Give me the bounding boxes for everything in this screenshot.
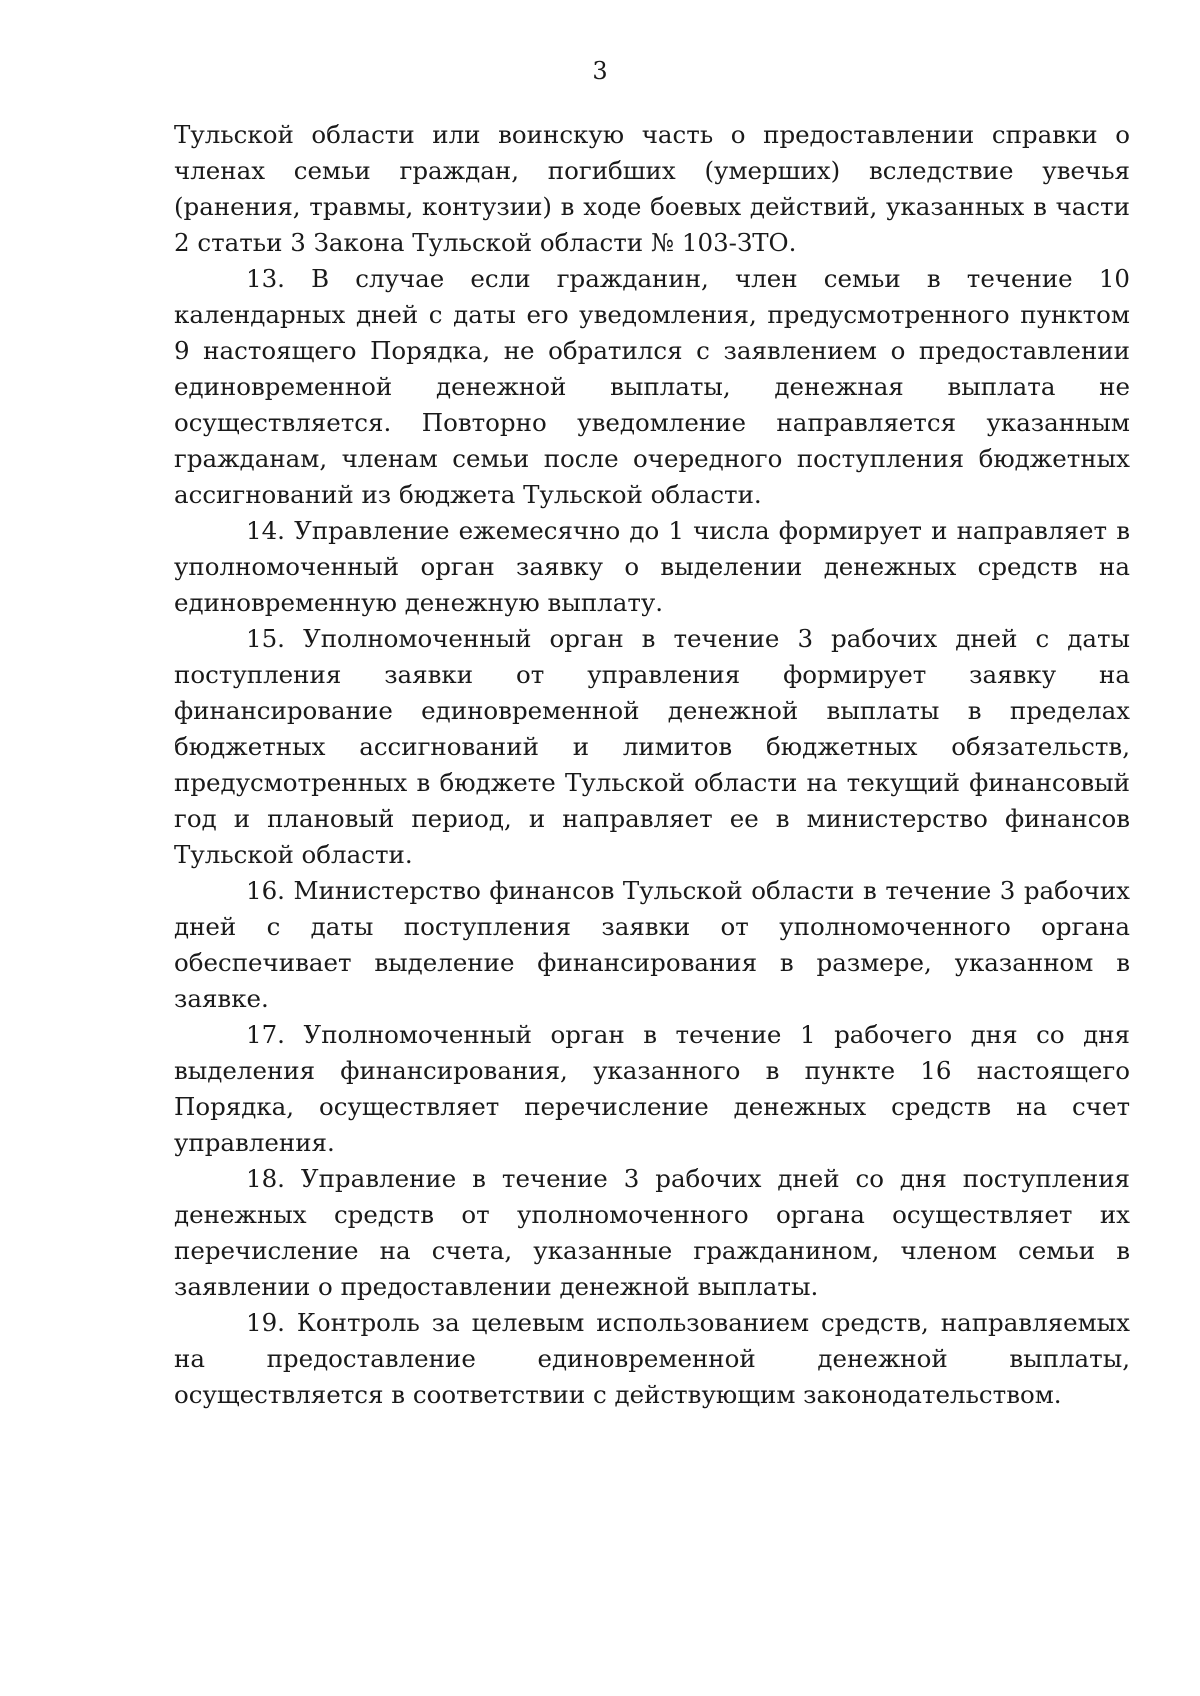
page-number: 3 xyxy=(592,57,608,85)
paragraph-item-17: 17. Уполномоченный орган в течение 1 рабочего дня со дня выделения финансирования, указанного в пункте 16 настоящего Порядка, осуществляет перечисление денежных средств на счет управления. xyxy=(174,1020,1130,1157)
paragraph-item-16: 16. Министерство финансов Тульской области в течение 3 рабочих дней с даты поступления заявки от уполномоченного органа обеспечивает выделение финансирования в размере, указанном в заявке. xyxy=(174,876,1130,1013)
paragraph-item-13: 13. В случае если гражданин, член семьи в течение 10 календарных дней с даты его уведомления, предусмотренного пунктом 9 настоящего Порядка, не обратился с заявлением о предоставлении единовременной денежной выплаты, денежная выплата не осуществляется. Повторно уведомление направляется указанным гражданам, членам семьи после очередного поступления бюджетных ассигнований из бюджета Тульской области. xyxy=(174,264,1130,509)
paragraph-item-14: 14. Управление ежемесячно до 1 числа формирует и направляет в уполномоченный орган заявку о выделении денежных средств на единовременную денежную выплату. xyxy=(174,516,1130,617)
document-body xyxy=(174,117,1130,1413)
paragraph-item-18: 18. Управление в течение 3 рабочих дней со дня поступления денежных средств от уполномоченного органа осуществляет их перечисление на счета, указанные гражданином, членом семьи в заявлении о предоставлении денежной выплаты. xyxy=(174,1164,1130,1301)
paragraph-continuation: Тульской области или воинскую часть о предоставлении справки о членах семьи граждан, погибших (умерших) вследствие увечья (ранения, травмы, контузии) в ходе боевых действий, указанных в части 2 статьи 3 Закона Тульской области № 103-ЗТО. xyxy=(174,120,1130,257)
paragraph-item-19: 19. Контроль за целевым использованием средств, направляемых на предоставление единовременной денежной выплаты, осуществляется в соответствии с действующим законодательством. xyxy=(174,1308,1130,1409)
paragraph-item-15: 15. Уполномоченный орган в течение 3 рабочих дней с даты поступления заявки от управления формирует заявку на финансирование единовременной денежной выплаты в пределах бюджетных ассигнований и лимитов бюджетных обязательств, предусмотренных в бюджете Тульской области на текущий финансовый год и плановый период, и направляет ее в министерство финансов Тульской области. xyxy=(174,624,1130,869)
